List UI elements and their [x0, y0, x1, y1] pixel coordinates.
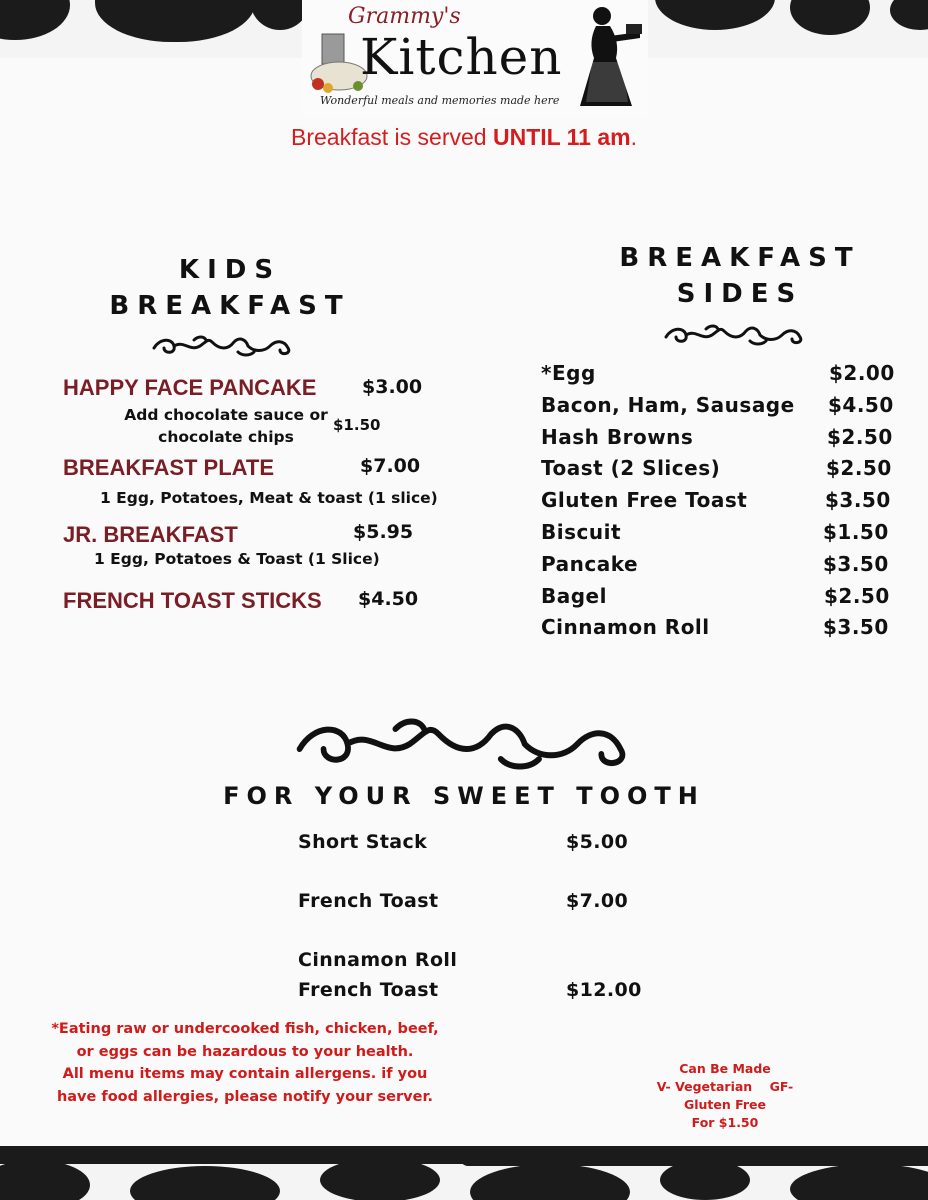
- sides-title-line1: BREAKFAST: [619, 243, 861, 273]
- side-item-price: $2.50: [827, 425, 893, 449]
- side-item-name: Gluten Free Toast: [541, 488, 748, 512]
- kids-item-desc: 1 Egg, Potatoes, Meat & toast (1 slice): [100, 489, 438, 507]
- grammys-kitchen-logo: [302, 0, 648, 118]
- side-item-name: Pancake: [541, 552, 639, 576]
- sweet-item-name: French Toast: [298, 890, 439, 912]
- cow-print-bottom-border: [0, 1146, 928, 1200]
- logo-script-text: Grammy's: [348, 4, 461, 29]
- side-item-name: Bagel: [541, 584, 607, 608]
- flourish-ornament-icon: [150, 334, 302, 358]
- sweet-item-price: $7.00: [566, 890, 629, 912]
- side-item: [541, 552, 901, 584]
- lady-silhouette-icon: [574, 2, 646, 114]
- side-item-price: $3.50: [823, 615, 889, 639]
- side-item: [541, 488, 901, 520]
- side-item: [541, 615, 901, 647]
- logo-main-text: Kitchen: [360, 28, 563, 86]
- addon-price: $1.50: [333, 416, 381, 434]
- kids-item-price: $4.50: [358, 588, 419, 610]
- side-item-name: *Egg: [541, 361, 596, 385]
- breakfast-sides-title: [600, 240, 880, 312]
- side-item: [541, 584, 901, 616]
- side-item-price: $3.50: [825, 488, 891, 512]
- sweet-item-name: Short Stack: [298, 831, 428, 853]
- kids-item-price: $5.95: [353, 521, 414, 543]
- kids-item-desc: 1 Egg, Potatoes & Toast (1 Slice): [94, 550, 380, 568]
- addon-line2: chocolate chips: [158, 428, 294, 446]
- side-item-price: $1.50: [823, 520, 889, 544]
- addon-line1: Add chocolate sauce or: [124, 406, 328, 424]
- kids-item-name: BREAKFAST PLATE: [63, 455, 275, 480]
- sweet-item-price: $5.00: [566, 831, 629, 853]
- sweet-item-name: French Toast: [298, 979, 439, 1001]
- side-item: [541, 520, 901, 552]
- kids-addon-text: [118, 404, 334, 448]
- kids-breakfast-title: [100, 252, 360, 324]
- flourish-ornament-icon: [662, 323, 814, 347]
- side-item-price: $4.50: [828, 393, 894, 417]
- logo-tagline: Wonderful meals and memories made here: [320, 94, 560, 107]
- side-item-name: Toast (2 Slices): [541, 456, 721, 480]
- gf-line: Can Be Made: [679, 1061, 771, 1076]
- side-item-price: $2.50: [824, 584, 890, 608]
- sides-title-line2: SIDES: [676, 279, 804, 309]
- breakfast-hours-notice: [0, 124, 928, 151]
- notice-emphasis: UNTIL 11 am: [492, 124, 631, 150]
- allergen-warning: [40, 1018, 450, 1108]
- notice-prefix: Breakfast is served: [291, 124, 493, 150]
- gf-line: V- Vegetarian GF-: [656, 1079, 794, 1094]
- notice-suffix: .: [630, 124, 637, 150]
- warning-line: *Eating raw or undercooked fish, chicken, beef,: [51, 1021, 439, 1037]
- gf-line: For $1.50: [691, 1115, 759, 1130]
- kids-title-line1: KIDS: [178, 255, 282, 285]
- side-item: [541, 393, 901, 425]
- sweet-tooth-title: FOR YOUR SWEET TOOTH: [223, 782, 705, 810]
- side-item: [541, 361, 901, 393]
- kids-item-name: FRENCH TOAST STICKS: [63, 588, 322, 613]
- side-item-price: $2.50: [826, 456, 892, 480]
- kids-title-line2: BREAKFAST: [109, 291, 351, 321]
- side-item: [541, 456, 901, 488]
- warning-line: have food allergies, please notify your server.: [56, 1088, 434, 1105]
- warning-line: or eggs can be hazardous to your health.: [76, 1043, 414, 1060]
- side-item-price: $3.50: [823, 552, 889, 576]
- warning-line: All menu items may contain allergens. if you: [62, 1066, 428, 1082]
- side-item: [541, 425, 901, 457]
- sweet-item-name: Cinnamon Roll: [298, 949, 458, 971]
- dietary-options-note: [640, 1060, 810, 1132]
- kids-item-price: $3.00: [362, 376, 423, 398]
- side-item-name: Cinnamon Roll: [541, 615, 710, 639]
- large-flourish-ornament-icon: [290, 714, 654, 774]
- side-item-name: Biscuit: [541, 520, 622, 544]
- kids-item-name: JR. BREAKFAST: [63, 522, 238, 547]
- side-item-name: Bacon, Ham, Sausage: [541, 393, 795, 417]
- kids-item-name: HAPPY FACE PANCAKE: [63, 375, 317, 400]
- sweet-item-price: $12.00: [566, 979, 642, 1001]
- gf-line: Gluten Free: [683, 1097, 766, 1112]
- side-item-price: $2.00: [829, 361, 895, 385]
- side-item-name: Hash Browns: [541, 425, 694, 449]
- kids-item-price: $7.00: [360, 455, 421, 477]
